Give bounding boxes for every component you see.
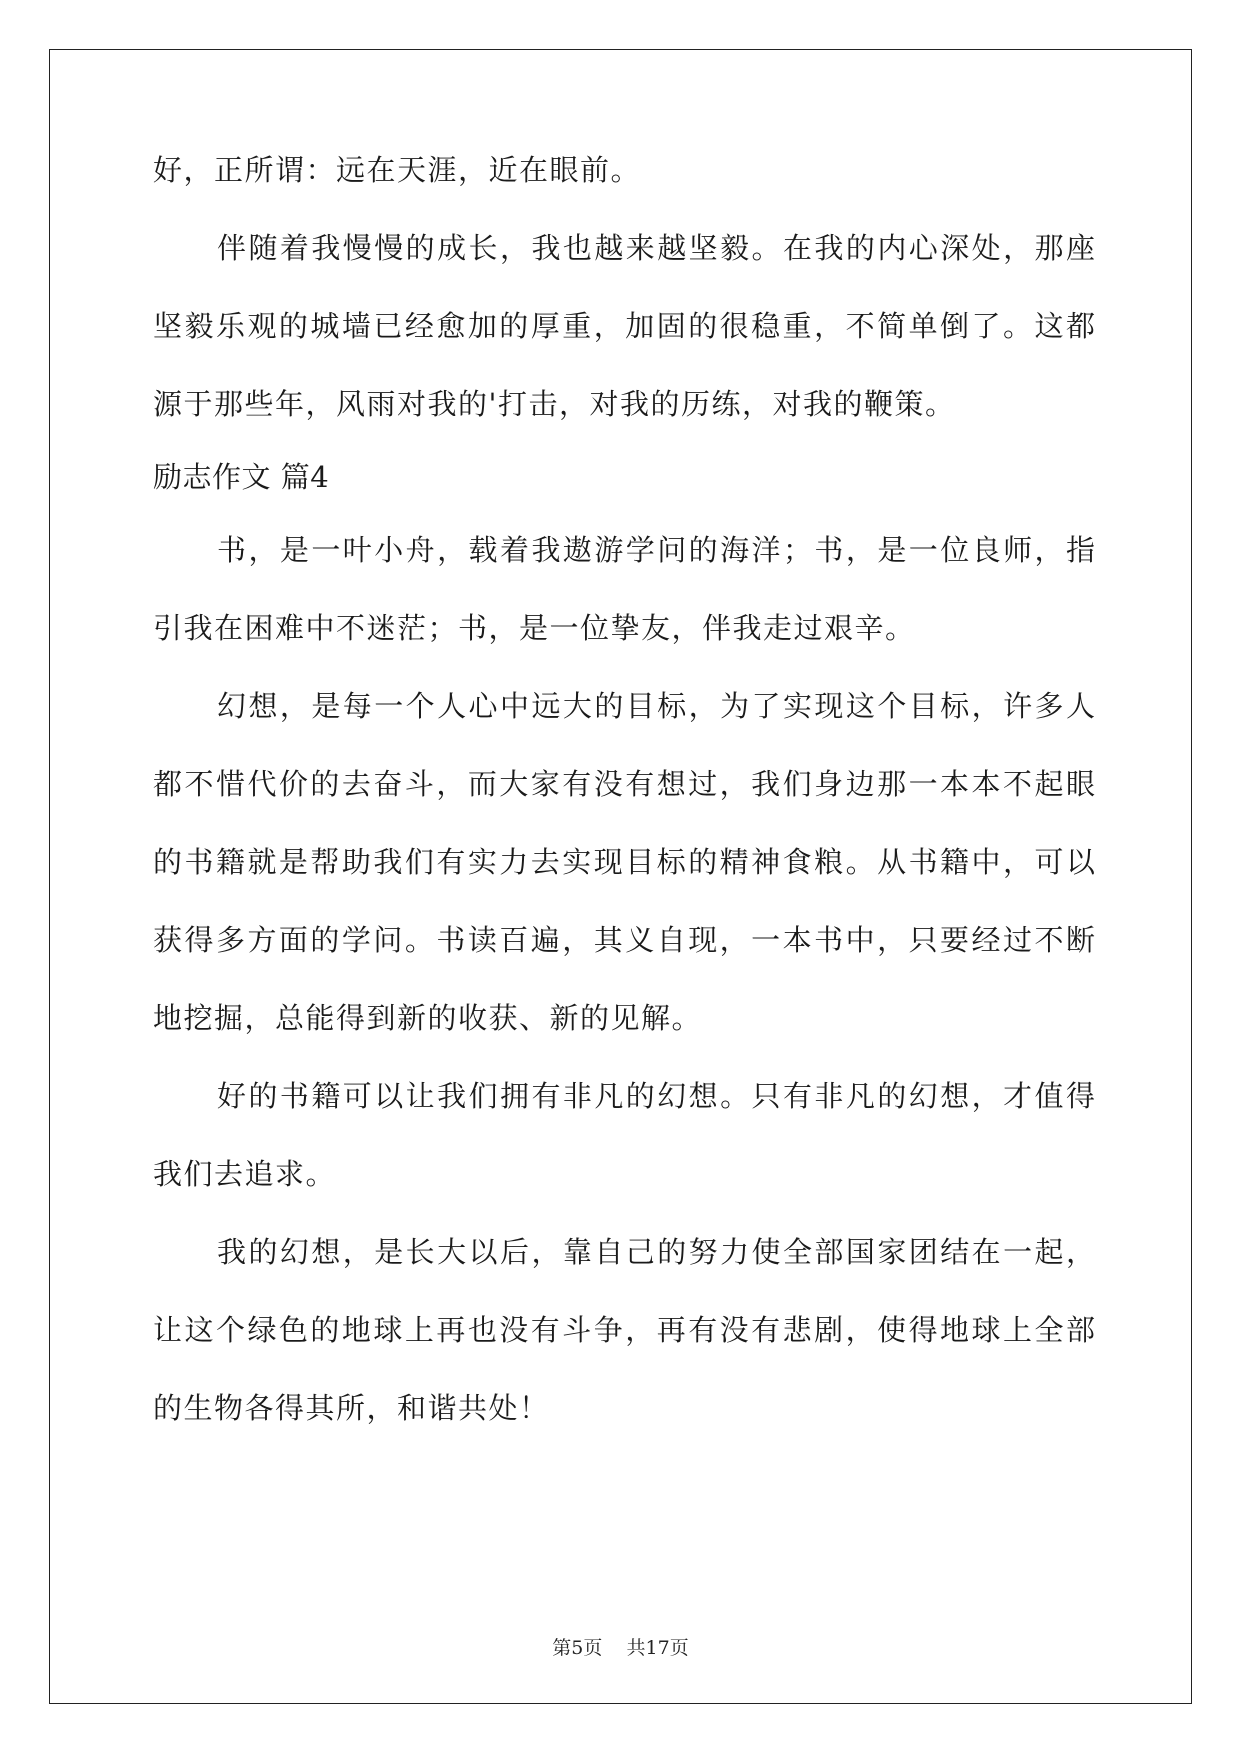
total-pages: 17: [645, 1637, 670, 1659]
text-line: 好的书籍可以让我们拥有非凡的幻想。只有非凡的幻想，才值得: [217, 1079, 1095, 1113]
page-footer: [0, 1636, 1241, 1660]
text-line: 好，正所谓：远在天涯，近在眼前。: [153, 153, 642, 187]
text-line: 获得多方面的学问。书读百遍，其义自现，一本书中，只要经过不断: [153, 923, 1095, 957]
text-line: 都不惜代价的去奋斗，而大家有没有想过，我们身边那一本本不起眼: [153, 767, 1095, 801]
text-line: 伴随着我慢慢的成长，我也越来越坚毅。在我的内心深处，那座: [217, 231, 1095, 265]
text-line: 地挖掘，总能得到新的收获、新的见解。: [153, 1001, 703, 1035]
page-number: 5: [571, 1637, 584, 1659]
text-line: 让这个绿色的地球上再也没有斗争，再有没有悲剧，使得地球上全部: [153, 1313, 1095, 1347]
text-line: 源于那些年，风雨对我的'打击，对我的历练，对我的鞭策。: [153, 387, 956, 421]
section-heading: 励志作文 篇4: [153, 460, 330, 494]
text-line: 引我在困难中不迷茫；书，是一位挚友，伴我走过艰辛。: [153, 611, 916, 645]
text-line: 的生物各得其所，和谐共处！: [153, 1391, 550, 1425]
page-prefix: 第: [552, 1637, 572, 1659]
text-line: 书，是一叶小舟，载着我遨游学问的海洋；书，是一位良师，指: [217, 533, 1095, 567]
text-line: 坚毅乐观的城墙已经愈加的厚重，加固的很稳重，不简单倒了。这都: [153, 309, 1095, 343]
total-suffix: 页: [669, 1637, 689, 1659]
page-suffix: 页: [583, 1637, 603, 1659]
total-prefix: 共: [626, 1637, 646, 1659]
text-line: 我们去追求。: [153, 1157, 337, 1191]
text-line: 的书籍就是帮助我们有实力去实现目标的精神食粮。从书籍中，可以: [153, 845, 1095, 879]
text-line: 我的幻想，是长大以后，靠自己的努力使全部国家团结在一起，: [217, 1235, 1095, 1269]
text-line: 幻想，是每一个人心中远大的目标，为了实现这个目标，许多人: [217, 689, 1095, 723]
